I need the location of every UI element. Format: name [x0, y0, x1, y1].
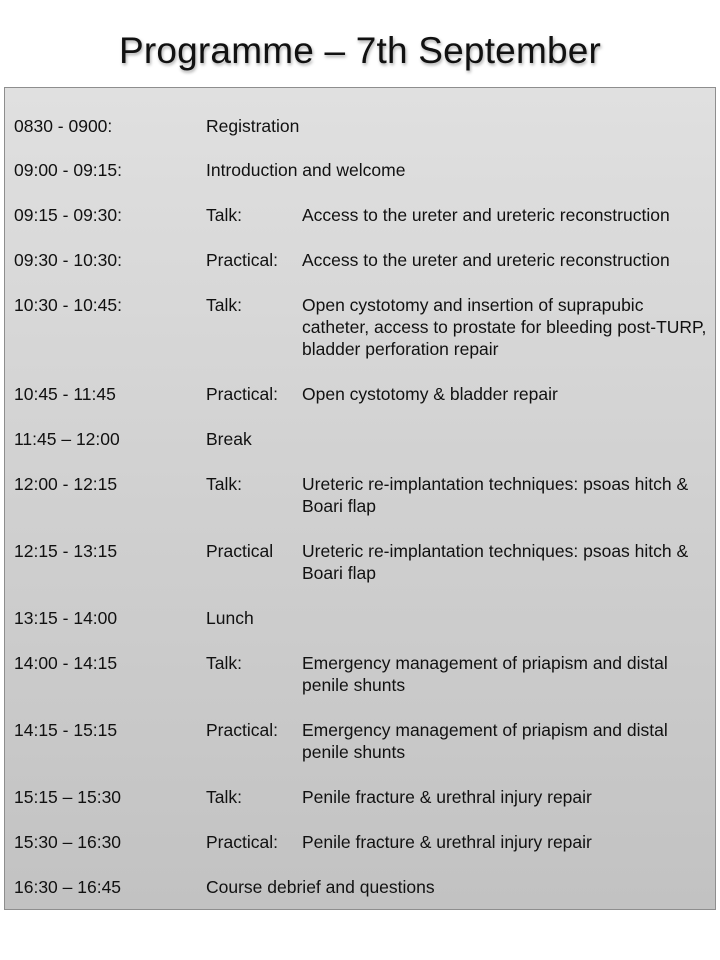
row-type: Talk:: [206, 205, 242, 225]
row-type: Talk:: [206, 653, 242, 673]
page-title: Programme – 7th September: [118, 30, 602, 71]
row-description: Emergency management of priapism and distal penile shunts: [302, 653, 668, 695]
row-description: Access to the ureter and ureteric reconstruction: [302, 250, 670, 270]
row-description: Emergency management of priapism and distal penile shunts: [302, 720, 668, 762]
row-activity: Course debrief and questions: [206, 877, 435, 897]
row-time: 09:15 - 09:30:: [14, 205, 122, 225]
row-activity: Lunch: [206, 608, 254, 628]
row-time: 15:15 – 15:30: [14, 787, 122, 807]
row-type: Talk:: [206, 474, 242, 494]
row-time: 13:15 - 14:00: [14, 608, 118, 628]
row-type: Talk:: [206, 787, 242, 807]
row-description: Open cystotomy and insertion of suprapubic catheter, access to prostate for bleeding post-TURP, bladder perforation repair: [302, 295, 707, 359]
row-type: Talk:: [206, 295, 242, 315]
row-type: Practical:: [206, 384, 278, 404]
row-time: 14:00 - 14:15: [14, 653, 118, 673]
row-activity: Break: [206, 429, 252, 449]
row-activity: Introduction and welcome: [206, 160, 406, 180]
row-time: 16:30 – 16:45: [14, 877, 122, 897]
row-time: 10:45 - 11:45: [14, 384, 116, 404]
row-description: Penile fracture & urethral injury repair: [302, 832, 592, 852]
row-description: Penile fracture & urethral injury repair: [302, 787, 592, 807]
row-type: Practical:: [206, 832, 278, 852]
row-type: Practical:: [206, 720, 278, 740]
row-time: 15:30 – 16:30: [14, 832, 122, 852]
row-time: 12:15 - 13:15: [14, 541, 118, 561]
row-time: 09:00 - 09:15:: [14, 160, 122, 180]
row-time: 11:45 – 12:00: [14, 429, 120, 449]
row-time: 09:30 - 10:30:: [14, 250, 122, 270]
row-time: 10:30 - 10:45:: [14, 295, 122, 315]
row-type: Practical:: [206, 250, 278, 270]
programme-panel: [4, 87, 716, 910]
row-description: Open cystotomy & bladder repair: [302, 384, 558, 404]
row-time: 14:15 - 15:15: [14, 720, 118, 740]
row-time: 0830 - 0900:: [14, 116, 113, 136]
row-type: Practical: [206, 541, 274, 561]
row-description: Ureteric re-implantation techniques: psoas hitch & Boari flap: [302, 541, 689, 583]
row-description: Ureteric re-implantation techniques: psoas hitch & Boari flap: [302, 474, 689, 516]
row-description: Access to the ureter and ureteric reconstruction: [302, 205, 670, 225]
row-time: 12:00 - 12:15: [14, 474, 118, 494]
row-activity: Registration: [206, 116, 300, 136]
